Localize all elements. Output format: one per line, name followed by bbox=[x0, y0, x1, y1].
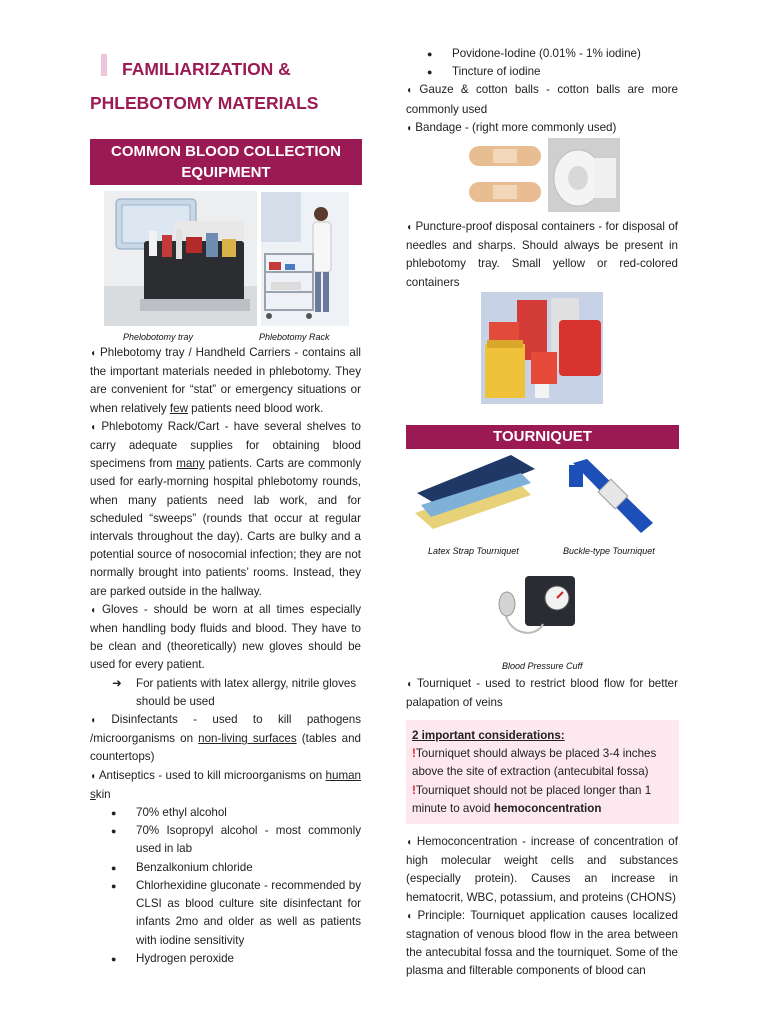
bandage-paragraph: ◖ Bandage - (right more commonly used) bbox=[406, 120, 617, 134]
page-title-line1: FAMILIARIZATION & bbox=[122, 59, 291, 79]
page-title-line2: PHLEBOTOMY MATERIALS bbox=[90, 93, 319, 113]
bullet-icon: ◖ bbox=[406, 122, 413, 134]
list-item: ● Povidone-Iodine (0.01% - 1% iodine) bbox=[426, 45, 678, 63]
equipment-banner-line2: EQUIPMENT bbox=[181, 164, 271, 181]
blood-pressure-cuff-photo bbox=[495, 568, 581, 648]
bullet-icon: ◖ bbox=[406, 85, 413, 97]
bullet-icon: ◖ bbox=[90, 770, 97, 782]
title-accent-bar bbox=[101, 54, 107, 76]
arrow-icon: ➜ bbox=[112, 676, 122, 690]
tray-paragraph: ◖ Phlebotomy tray / Handheld Carriers - contains all the important materials needed in phlebotomy. They are convenient for “stat” or emergency situations or when relatively few patients need blood work. bbox=[90, 346, 361, 415]
tourniquet-desc: ◖ Tourniquet - used to restrict blood flow for better palapation of veins bbox=[406, 677, 678, 710]
list-item: ● 70% ethyl alcohol bbox=[110, 804, 361, 822]
bullet-icon: ◖ bbox=[406, 679, 413, 690]
bullet-icon: ◖ bbox=[406, 910, 413, 922]
gloves-subitem: ➜ For patients with latex allergy, nitrile gloves should be used bbox=[112, 676, 357, 708]
exclamation-icon: ! bbox=[412, 783, 416, 797]
rack-paragraph: ◖ Phlebotomy Rack/Cart - have several shelves to carry adequate supplies for obtaining blood specimens from many patients. Carts are commonly used for early-morning hospital phlebotomy rounds, when many patients need lab work, and for scheduled “sweeps” (rounds that occur at regular intervals throughout the day). Carts are bulky and a potential source of nosocomial infection; they are not normally brought into patients’ rooms. Instead, they are parked outside in the hallway. bbox=[90, 419, 362, 598]
bullet-icon: ◖ bbox=[90, 715, 97, 727]
tape-roll-photo bbox=[548, 138, 620, 212]
puncture-paragraph: ◖ Puncture-proof disposal containers - for disposal of needles and sharps. Should always be present in phlebotomy tray. Small yellow or red-colored containers bbox=[406, 220, 679, 289]
considerations-box bbox=[406, 720, 679, 824]
right-column-top-text bbox=[406, 45, 678, 138]
bullet-icon: ◖ bbox=[90, 421, 97, 433]
principle-paragraph: ◖ Principle: Tourniquet application causes localized stagnation of venous blood flow in the area between the antecubital fossa and the tourniquet. Some of the plasma and filterable components of blood can bbox=[406, 908, 678, 978]
exclamation-icon: ! bbox=[412, 747, 416, 761]
list-item: ● Hydrogen peroxide bbox=[110, 950, 361, 968]
hemoconcentration-paragraph: ◖ Hemoconcentration - increase of concentration of high molecular weight cells and substances (especially protein). Causes an increase in hematocrit, WBC, potassium, and proteins (CHONS) bbox=[406, 835, 678, 904]
right-column-bottom-text bbox=[406, 833, 678, 981]
bullet-icon: ◖ bbox=[90, 604, 97, 616]
sharps-containers-photo bbox=[481, 292, 603, 404]
list-item: ● Chlorhexidine gluconate - recommended by CLSI as blood culture site disinfectant for infants 2mo and older as well as patients with iodine sensitivity bbox=[110, 877, 361, 950]
bullet-icon: ◖ bbox=[90, 348, 97, 359]
list-item: ● Tincture of iodine bbox=[426, 63, 678, 81]
equipment-banner-line1: COMMON BLOOD COLLECTION bbox=[111, 143, 341, 160]
buckle-caption: Buckle-type Tourniquet bbox=[563, 546, 655, 556]
phlebotomy-tray-photo bbox=[104, 191, 257, 326]
cuff-caption: Blood Pressure Cuff bbox=[502, 661, 583, 671]
latex-tourniquet-photo bbox=[411, 451, 539, 543]
tourniquet-banner: TOURNIQUET bbox=[406, 425, 679, 449]
antiseptic-list bbox=[90, 804, 361, 968]
considerations-title: 2 important considerations: bbox=[412, 729, 565, 742]
consideration-2: !Tourniquet should not be placed longer than 1 minute to avoid hemoconcentration bbox=[412, 783, 652, 815]
bullet-icon: ◖ bbox=[406, 837, 413, 848]
gloves-paragraph: ◖ Gloves - should be worn at all times especially when handling body fluids and blood. They have to be clean and (theoretically) new gloves should be used for every patient. bbox=[90, 602, 361, 672]
antiseptics-paragraph: ◖ Antiseptics - used to kill microorganisms on human skin bbox=[90, 768, 361, 801]
equipment-banner bbox=[90, 139, 362, 185]
list-item: ● Benzalkonium chloride bbox=[110, 859, 361, 877]
considerations-text bbox=[412, 727, 674, 818]
disinfectants-paragraph: ◖ Disinfectants - used to kill pathogens /microorganisms on non-living surfaces (tables and countertops) bbox=[90, 713, 361, 764]
bullet-icon: ◖ bbox=[406, 222, 413, 233]
tray-caption: Phelobotomy tray bbox=[123, 332, 194, 342]
left-column-text bbox=[90, 344, 361, 968]
list-item: ● 70% Isopropyl alcohol - most commonly used in lab bbox=[110, 822, 361, 858]
consideration-1: !Tourniquet should always be placed 3-4 inches above the site of extraction (antecubital fossa) bbox=[412, 747, 657, 779]
buckle-tourniquet-photo bbox=[565, 455, 658, 538]
latex-caption: Latex Strap Tourniquet bbox=[428, 546, 519, 556]
bandage-strip-photo bbox=[465, 140, 545, 210]
phlebotomy-rack-photo bbox=[261, 192, 349, 326]
iodine-list bbox=[406, 45, 678, 81]
rack-caption: Phlebotomy Rack bbox=[259, 332, 330, 342]
gauze-paragraph: ◖ Gauze & cotton balls - cotton balls are more commonly used bbox=[406, 83, 678, 116]
